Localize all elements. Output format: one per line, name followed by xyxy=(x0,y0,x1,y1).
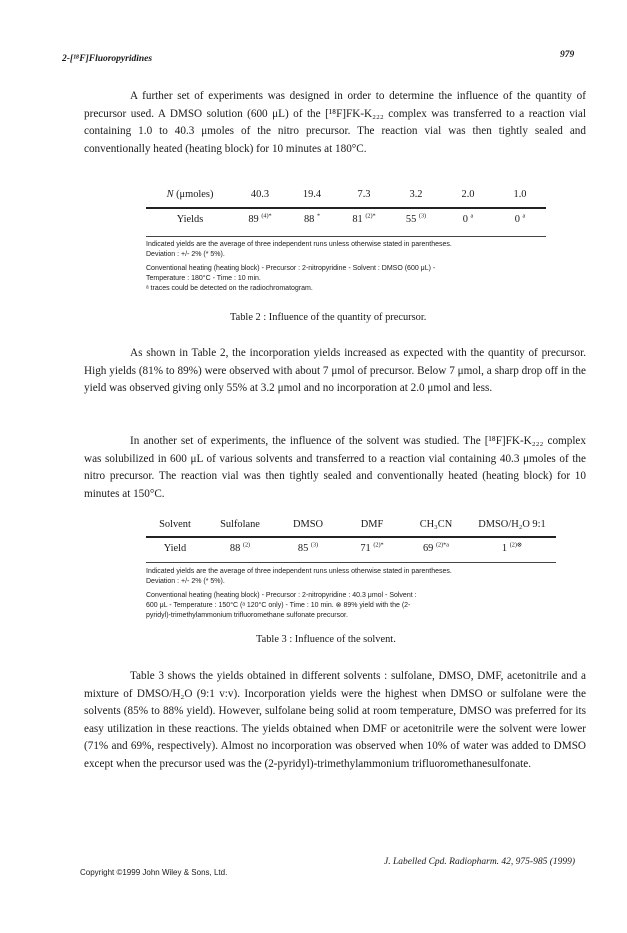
table2-quantity: 19.4 xyxy=(302,188,322,200)
running-title: 2-[¹⁸F]Fluoropyridines xyxy=(62,54,153,64)
table3-bottom-rule xyxy=(146,562,556,563)
table3-solvent-row xyxy=(146,513,556,535)
table3-yield-footnote: (2)*a xyxy=(435,541,450,549)
table2-yield-cell xyxy=(494,205,546,233)
page-number: 979 xyxy=(560,50,575,60)
table2-yield-footnote: * xyxy=(316,212,321,220)
table3-note: Conventional heating (heating block) - Precursor : 2-nitropyridine : 40.3 μmol - Solvent : xyxy=(146,592,417,599)
table2-quantity: 1.0 xyxy=(513,188,527,200)
table3-yield-cell xyxy=(276,535,340,561)
table3-solvent: Sulfolane xyxy=(220,518,260,530)
table3-yield-cell xyxy=(204,535,276,561)
table2-yield-value: 89 xyxy=(248,213,259,225)
table2-yield-value: 0 xyxy=(462,213,468,225)
table2-yield-footnote: a xyxy=(522,212,526,220)
table2-yield-cell xyxy=(338,205,390,233)
table3-solvent: DMF xyxy=(360,518,384,530)
table2-yield-value: 55 xyxy=(405,213,417,225)
copyright-notice: Copyright ©1999 John Wiley & Sons, Ltd. xyxy=(80,868,228,877)
paragraph-2 xyxy=(84,345,586,398)
table3-yield-value: 1 xyxy=(501,542,508,554)
table3-note: 600 μL - Temperature : 150°C (ᵃ 120°C only) - Time : 10 min. ⊗ 89% yield with the (2- xyxy=(146,602,411,609)
table3-row-header: Solvent xyxy=(159,518,191,530)
paragraph-1 xyxy=(84,88,586,158)
table2-yield-header: Yields xyxy=(176,213,204,225)
table2-yield-footnote: a xyxy=(470,212,474,220)
table3-note: Deviation : +/- 2% (* 5%). xyxy=(146,578,225,585)
paragraph-1-text: A further set of experiments was designed in order to determine the influence of the quantity of precursor used. A DMSO solution (600 μL) of the [¹⁸F]FK-K₂₂₂ complex was transferred to a reaction vial containing 1.0 to 40.3 μmoles of the nitro precursor. The reaction vial was then tightly sealed and conventionally heated (heating block) for 10 minutes at 180°C. xyxy=(84,90,586,155)
table2-note: ᵃ traces could be detected on the radiochromatogram. xyxy=(146,285,313,292)
table2-yield-footnote: (3) xyxy=(418,212,427,220)
table2-quantity: 2.0 xyxy=(461,188,475,200)
table2-yield-row xyxy=(146,205,546,233)
table2-yield-cell xyxy=(442,205,494,233)
table3-yield-value: 85 xyxy=(297,542,309,554)
table3-caption: Table 3 : Influence of the solvent. xyxy=(256,634,396,645)
table3-note: pyridyl)-trimethylammonium trifluoromethane sulfonate precursor. xyxy=(146,612,348,619)
table-2 xyxy=(146,183,546,233)
table2-yield-footnote: (4)* xyxy=(261,212,272,220)
table3-yield-value: 69 xyxy=(422,542,434,554)
table3-solvent: DMSO xyxy=(292,518,324,530)
table3-yield-footnote: (2) xyxy=(242,541,251,549)
journal-citation: J. Labelled Cpd. Radiopharm. 42, 975-985 (1999) xyxy=(384,857,576,867)
table2-caption: Table 2 : Influence of the quantity of precursor. xyxy=(230,312,427,323)
table3-note: Indicated yields are the average of three independent runs unless otherwise stated in parentheses. xyxy=(146,568,452,575)
table2-quantity-row xyxy=(146,183,546,205)
table3-yield-footnote: (2)* xyxy=(373,541,384,549)
table3-yield-footnote: (3) xyxy=(310,541,319,549)
table2-bottom-rule xyxy=(146,236,546,237)
table2-quantity: 40.3 xyxy=(250,188,270,200)
table2-note: Conventional heating (heating block) - Precursor : 2-nitropyridine - Solvent : DMSO (600 μL) - xyxy=(146,265,436,272)
table2-quantity: 3.2 xyxy=(409,188,423,200)
paragraph-4 xyxy=(84,668,586,773)
table2-quantity: 7.3 xyxy=(357,188,371,200)
table3-solvent: CH₃CN xyxy=(419,518,453,530)
table2-yield-cell xyxy=(390,205,442,233)
table3-solvent: DMSO/H₂O 9:1 xyxy=(478,518,546,530)
paragraph-3-text: In another set of experiments, the influence of the solvent was studied. The [¹⁸F]FK-K₂₂₂ complex was solubilized in 600 μL of various solvents and transferred to a reaction vial containing 40.3 μmoles of the nitro precursor. The reaction vial was then tightly sealed and conventionally heated (heating block) for 10 minutes at 150°C. xyxy=(84,435,586,500)
table2-yield-footnote: (2)* xyxy=(365,212,376,220)
table2-yield-value: 81 xyxy=(352,213,363,225)
paragraph-2-text: As shown in Table 2, the incorporation yields increased as expected with the quantity of precursor. High yields (81% to 89%) were observed with about 7 μmol of precursor. Below 7 μmol, a sharp drop off in the yield was observed giving only 55% at 3.2 μmol and no incorporation at 2.0 μmol and less. xyxy=(84,347,586,394)
paragraph-4-text: Table 3 shows the yields obtained in different solvents : sulfolane, DMSO, DMF, acetonitrile and a mixture of DMSO/H₂O (9:1 v:v). Incorporation yields were the highest when DMSO or sulfolane were the solvents (85% to 88% yield). However, sulfolane being solid at room temperature, DMSO was preferred for its easy utilization in these reactions. The yields obtained when DMF or acetonitrile were the solvent were lower (71% and 69%, respectively). Almost no incorporation was observed when 10% of water was added to DMSO except when the precursor used was the (2-pyridyl)-trimethylammonium trifluoromethanesulfonate. xyxy=(84,670,586,770)
table2-note: Deviation : +/- 2% (* 5%). xyxy=(146,251,225,258)
table3-yield-cell xyxy=(468,535,556,561)
table3-yield-footnote: (2)⊗ xyxy=(509,541,523,549)
table2-notes xyxy=(146,240,566,294)
table3-yield-row xyxy=(146,535,556,561)
table3-yield-cell xyxy=(404,535,468,561)
table2-note: Temperature : 180°C - Time : 10 min. xyxy=(146,275,261,282)
table2-yield-value: 88 xyxy=(303,213,315,225)
table3-divider xyxy=(146,536,556,538)
table3-yield-value: 88 xyxy=(229,542,241,554)
table3-notes xyxy=(146,567,566,621)
table2-yield-value: 0 xyxy=(514,213,520,225)
table3-yield-value: 71 xyxy=(360,542,371,554)
paragraph-3 xyxy=(84,433,586,503)
table3-yield-header: Yield xyxy=(163,542,187,554)
table3-yield-cell xyxy=(340,535,404,561)
table2-yield-cell xyxy=(286,205,338,233)
table2-note: Indicated yields are the average of three independent runs unless otherwise stated in parentheses. xyxy=(146,241,452,248)
table2-yield-cell xyxy=(234,205,286,233)
table2-row-header: N (μmoles) xyxy=(166,188,214,200)
